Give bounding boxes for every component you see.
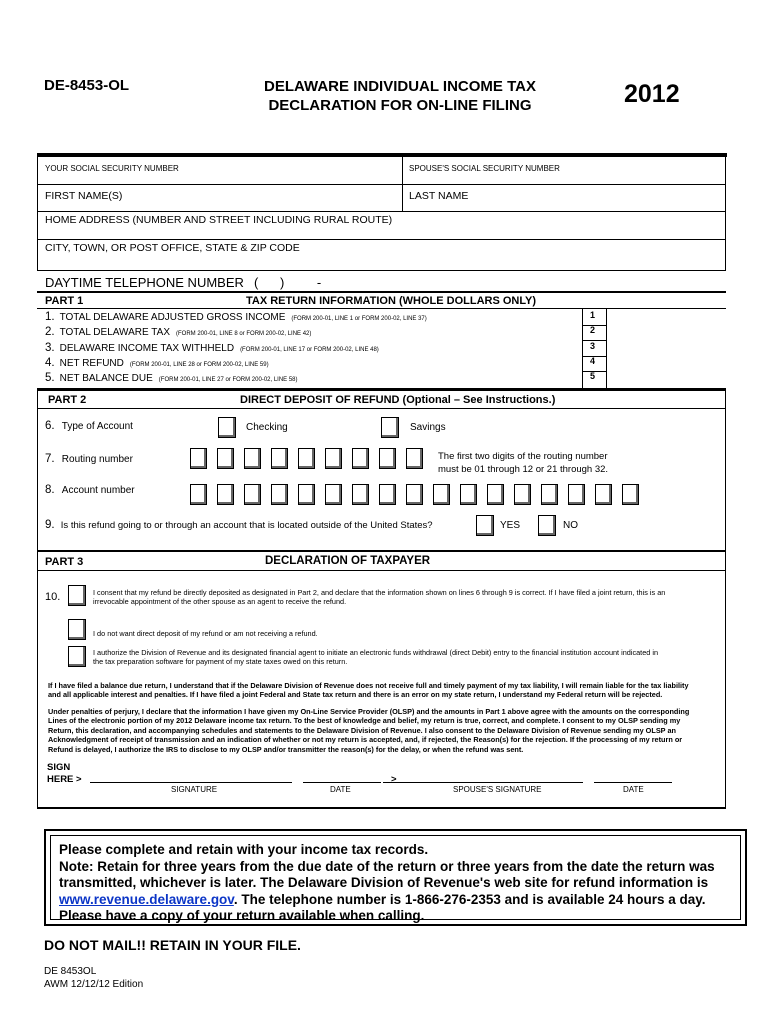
account-number-boxes[interactable] (190, 484, 646, 505)
digit-box[interactable] (271, 484, 288, 505)
digit-box[interactable] (379, 448, 396, 469)
routing-note-line1: The first two digits of the routing number (438, 451, 608, 462)
top-rule (37, 153, 727, 157)
line7-label: Routing number (61, 454, 133, 465)
digit-box[interactable] (622, 484, 639, 505)
form-title (220, 77, 580, 115)
no-label: NO (563, 520, 578, 531)
line10-num: 10. (45, 591, 61, 603)
perjury-line2: Lines of the electronic portion of my 2012 Delaware income tax return. To the best of knowledge and belief, my return is true, correct, and complete. I consent to my OLSP sending my (48, 716, 681, 726)
digit-box[interactable] (406, 484, 423, 505)
debit-authorize-line2: the tax preparation software for payment of my state taxes owed on this return. (93, 657, 348, 667)
part1-line-ref: (FORM 200-01, LINE 1 or FORM 200-02, LINE 37) (291, 316, 427, 322)
part1-line-num: 4. (45, 357, 55, 369)
notice-line4-rest: . The telephone number is 1-866-276-2353 and is available 24 hours a day. (233, 891, 706, 907)
form-code: DE 8453OL (44, 966, 97, 977)
part1-line-ref: (FORM 200-01, LINE 28 or FORM 200-02, LINE 59) (129, 362, 269, 368)
perjury-text (48, 707, 689, 754)
first-name-input[interactable] (40, 202, 400, 210)
part1-line-box-number: 5 (590, 371, 596, 381)
city-label: CITY, TOWN, OR POST OFFICE, STATE & ZIP CODE (45, 242, 300, 254)
form-title-line1: DELAWARE INDIVIDUAL INCOME TAX (264, 78, 536, 95)
notice-line1: Please complete and retain with your income tax records. (59, 842, 429, 857)
address-input[interactable] (40, 227, 723, 237)
spouse-signature-line[interactable] (383, 770, 583, 783)
part3-header-rule (37, 570, 726, 571)
part1-line-ref: (FORM 200-01, LINE 8 or FORM 200-02, LINE 42) (176, 331, 312, 337)
part1-line-amount-input[interactable] (608, 342, 723, 355)
consent-deposit-checkbox[interactable] (68, 585, 86, 606)
savings-checkbox[interactable] (381, 417, 399, 438)
consent-deposit-line1: I consent that my refund be directly deposited as designated in Part 2, and declare that the information shown on lines 6 through 9 is correct. If I have filed a joint return, this is an (93, 588, 666, 597)
savings-label: Savings (410, 422, 446, 433)
row-rule (37, 270, 726, 271)
spouse-date-label: DATE (623, 785, 644, 794)
part1-line-amount-input[interactable] (608, 372, 723, 385)
ssn-input[interactable] (40, 175, 400, 183)
digit-box[interactable] (271, 448, 288, 469)
part1-line-amount-input[interactable] (608, 357, 723, 370)
last-name-input[interactable] (405, 202, 723, 210)
balance-due-line1: If I have filed a balance due return, I understand that if the Delaware Division of Revenue does not receive full and timely payment of my tax liability, I will remain liable for the tax liability (48, 681, 689, 690)
revenue-website-link[interactable]: www.revenue.delaware.gov (59, 891, 234, 907)
part1-label: PART 1 (45, 295, 84, 307)
digit-box[interactable] (244, 484, 261, 505)
line9 (45, 519, 433, 531)
part1-line-label: DELAWARE INCOME TAX WITHHELD (59, 343, 235, 354)
part1-line-label: NET BALANCE DUE (59, 373, 153, 384)
left-rule-lower (37, 388, 38, 808)
part1-line-amount-input[interactable] (608, 311, 723, 324)
line9-num: 9. (45, 519, 55, 531)
part1-line-box-number: 2 (590, 325, 596, 335)
row-rule (37, 184, 726, 185)
here-label: HERE > (47, 774, 82, 785)
line6-num: 6. (45, 420, 55, 432)
part1-title: TAX RETURN INFORMATION (WHOLE DOLLARS ONLY) (246, 295, 537, 307)
part1-line-num: 1. (45, 311, 55, 323)
routing-note (438, 450, 608, 476)
part3-label: PART 3 (45, 556, 84, 568)
digit-box[interactable] (298, 448, 315, 469)
part3-rule (37, 550, 726, 552)
consent-deposit-text (93, 588, 665, 607)
phone-label: DAYTIME TELEPHONE NUMBER (45, 275, 244, 290)
digit-box[interactable] (541, 484, 558, 505)
line6-label: Type of Account (61, 421, 133, 432)
yes-label: YES (500, 520, 521, 531)
digit-box[interactable] (568, 484, 585, 505)
phone-input[interactable]: ( ) - (254, 275, 322, 290)
part2-title: DIRECT DEPOSIT OF REFUND (Optional – See Instructions.) (240, 394, 556, 406)
checking-checkbox[interactable] (218, 417, 236, 438)
digit-box[interactable] (325, 448, 342, 469)
part1-line (45, 372, 298, 384)
digit-box[interactable] (352, 484, 369, 505)
digit-box[interactable] (487, 484, 504, 505)
digit-box[interactable] (406, 448, 423, 469)
digit-box[interactable] (217, 484, 234, 505)
line8-label: Account number (61, 485, 135, 496)
last-name-label: LAST NAME (409, 190, 469, 202)
row-rule (37, 211, 726, 212)
line7 (45, 453, 133, 465)
debit-authorize-checkbox[interactable] (68, 646, 86, 667)
part1-line-label: NET REFUND (59, 358, 124, 369)
row-rule (37, 239, 726, 240)
part1-box-rule (606, 308, 607, 388)
signature-label: SIGNATURE (171, 785, 218, 794)
spouse-date-line[interactable] (594, 770, 672, 783)
part3-title: DECLARATION OF TAXPAYER (265, 555, 431, 567)
part1-line (45, 357, 269, 369)
perjury-line3: Return, this declaration, and accompanying schedules and statements to the Delaware Division of Revenue. I also consent to the Delaware Division of Revenue sending my OLSP an (48, 725, 676, 735)
digit-box[interactable] (244, 448, 261, 469)
form-title-line2: DECLARATION FOR ON-LINE FILING (268, 97, 532, 114)
perjury-line5: Refund is delayed, I authorize the IRS to disclose to my OLSP and/or transmitter the reason(s) for the delay, or when the refund was sent. (48, 744, 524, 754)
digit-box[interactable] (595, 484, 612, 505)
line7-num: 7. (45, 453, 55, 465)
city-input[interactable] (40, 255, 723, 267)
digit-box[interactable] (514, 484, 531, 505)
part1-line (45, 326, 311, 338)
notice-line4 (59, 892, 732, 909)
digit-box[interactable] (379, 484, 396, 505)
part1-line-num: 3. (45, 342, 55, 354)
part1-line-ref: (FORM 200-01, LINE 17 or FORM 200-02, LINE 48) (240, 347, 379, 353)
ssn-label: YOUR SOCIAL SECURITY NUMBER (45, 164, 179, 173)
consent-deposit-line2: irrevocable appointment of the other spouse as an agent to receive the refund. (93, 597, 347, 607)
line8 (45, 484, 135, 496)
notice-line3: transmitted, whichever is later. The Delaware Division of Revenue's web site for refund information is (59, 875, 709, 890)
spouse-ssn-label: SPOUSE'S SOCIAL SECURITY NUMBER (409, 164, 560, 173)
digit-box[interactable] (325, 484, 342, 505)
no-deposit-checkbox[interactable] (68, 619, 86, 640)
digit-box[interactable] (217, 448, 234, 469)
debit-authorize-text (93, 648, 658, 667)
part1-line-amount-input[interactable] (608, 326, 723, 339)
balance-due-line2: and all applicable interest and penalties. If I have filed a joint Federal and State tax return and there is an error on my state return, I understand my Federal return will be rejected. (48, 690, 663, 700)
tax-year: 2012 (624, 80, 680, 108)
part1-line-box-number: 1 (590, 310, 596, 320)
digit-box[interactable] (460, 484, 477, 505)
line9-label: Is this refund going to or through an account that is located outside of the United States? (60, 520, 433, 531)
part1-line (45, 311, 427, 323)
line8-num: 8. (45, 484, 55, 496)
part1-line (45, 342, 379, 354)
part1-line-label: TOTAL DELAWARE TAX (59, 327, 170, 338)
spouse-arrow: > (391, 774, 397, 785)
retention-notice-inner (50, 835, 741, 923)
digit-box[interactable] (433, 484, 450, 505)
part1-line-ref: (FORM 200-01, LINE 27 or FORM 200-02, LINE 58) (158, 377, 298, 383)
part1-line-num: 5. (45, 372, 55, 384)
yes-checkbox[interactable] (476, 515, 494, 536)
line6 (45, 420, 133, 432)
part2-header-rule (37, 408, 726, 409)
digit-box[interactable] (190, 484, 207, 505)
digit-box[interactable] (190, 448, 207, 469)
part1-line-num: 2. (45, 326, 55, 338)
no-checkbox[interactable] (538, 515, 556, 536)
form-edition: AWM 12/12/12 Edition (44, 979, 144, 990)
first-name-label: FIRST NAME(S) (45, 190, 123, 202)
part1-rule (37, 291, 726, 293)
part2-label: PART 2 (48, 394, 87, 406)
part1-header-rule (37, 308, 726, 309)
signature-line[interactable] (90, 770, 292, 783)
date-label: DATE (330, 785, 351, 794)
date-line[interactable] (303, 770, 381, 783)
part1-line-box-number: 3 (590, 341, 596, 351)
left-rule (37, 153, 38, 271)
notice-line2: Note: Retain for three years from the due date of the return or three years from the date the return was (59, 858, 715, 874)
routing-note-line2: must be 01 through 12 or 21 through 32. (438, 464, 609, 475)
address-label: HOME ADDRESS (NUMBER AND STREET INCLUDING RURAL ROUTE) (45, 214, 393, 226)
part1-bottom-rule (37, 388, 726, 391)
form-footer (44, 965, 143, 991)
notice-line5: Please have a copy of your return available when calling. (59, 908, 425, 923)
checking-label: Checking (246, 422, 288, 433)
spouse-signature-label: SPOUSE'S SIGNATURE (453, 785, 542, 794)
balance-due-text (48, 681, 689, 700)
do-not-mail: DO NOT MAIL!! RETAIN IN YOUR FILE. (44, 937, 301, 953)
part1-line-box-number: 4 (590, 356, 596, 366)
part1-line-label: TOTAL DELAWARE ADJUSTED GROSS INCOME (59, 312, 286, 323)
routing-number-boxes[interactable] (190, 448, 430, 469)
right-rule (725, 153, 726, 271)
perjury-line1: Under penalties of perjury, I declare that the information I have given my On-Line Service Provider (OLSP) and the amounts in Part 1 above agree with the amounts on the corresponding (48, 707, 690, 716)
spouse-ssn-input[interactable] (405, 175, 723, 183)
right-rule-lower (725, 388, 726, 808)
digit-box[interactable] (298, 484, 315, 505)
no-deposit-text: I do not want direct deposit of my refund or am not receiving a refund. (93, 629, 318, 638)
sign-here (47, 762, 82, 786)
retention-notice (44, 829, 747, 926)
debit-authorize-line1: I authorize the Division of Revenue and its designated financial agent to initiate an electronic funds withdrawal (direct Debit) entry to the financial institution account indicated in (93, 648, 659, 657)
form-id: DE-8453-OL (44, 77, 130, 94)
part1-box-rule (582, 308, 583, 388)
perjury-line4: Acknowledgment of receipt of transmission and an indication of whether or not my return is accepted, and, if rejected, the Reason(s) for the rejection. If the processing of my return or (48, 735, 683, 745)
sign-label: SIGN (47, 762, 71, 773)
digit-box[interactable] (352, 448, 369, 469)
part3-bottom-rule (37, 807, 726, 809)
